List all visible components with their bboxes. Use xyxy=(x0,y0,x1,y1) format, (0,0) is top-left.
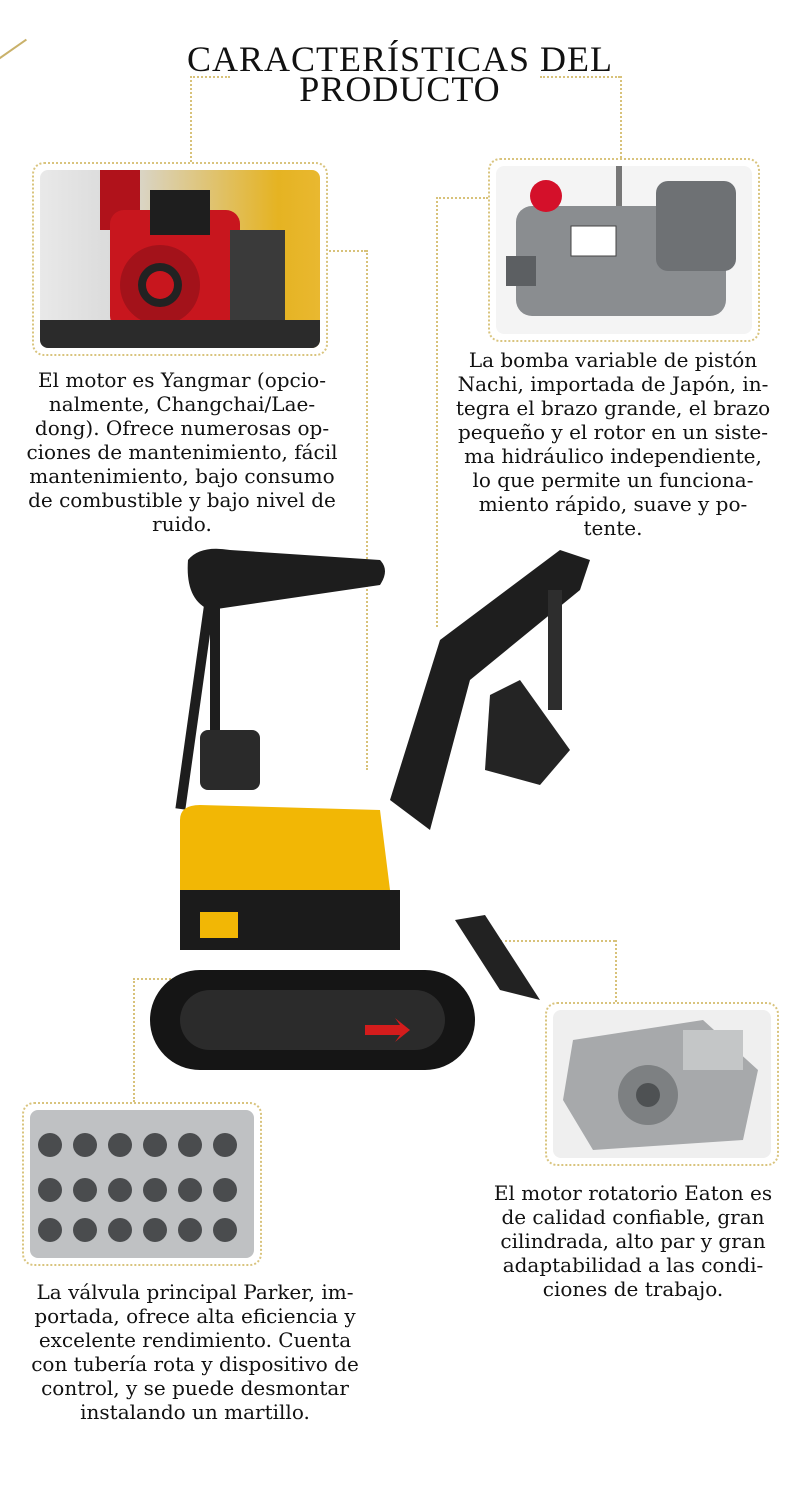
engine-caption: El motor es Yangmar (opcio-nalmente, Changchai/Lae-dong). Ofrece numerosas op-ciones de mantenimiento, fácil mantenimiento, bajo consumo de combustible y bajo nivel de ruido. xyxy=(26,368,338,536)
main-valve-photo xyxy=(30,1110,254,1258)
valve-caption: La válvula principal Parker, im-portada, ofrece alta eficiencia y excelente rendimiento. Cuenta con tubería rota y dispositivo de control, y se puede desmontar instalando un martillo. xyxy=(31,1280,359,1424)
connector-line xyxy=(322,250,366,252)
connector-line xyxy=(133,978,135,1102)
engine-photo xyxy=(40,170,320,348)
corner-decoration xyxy=(0,39,27,64)
connector-line xyxy=(620,76,622,158)
excavator-photo xyxy=(140,530,620,1075)
connector-line xyxy=(540,76,620,78)
excavator-illustration xyxy=(140,530,620,1075)
rotary-motor-caption: El motor rotatorio Eaton es de calidad confiable, gran cilindrada, alto par y gran adaptabilidad a las condi-ciones de trabajo. xyxy=(493,1181,773,1301)
engine-illustration xyxy=(40,170,320,348)
pump-caption: La bomba variable de pistón Nachi, importada de Japón, in-tegra el brazo grande, el brazo pequeño y el rotor en un siste-ma hidráulico independiente, lo que permite un funciona-miento rápido, suave y po-tente. xyxy=(455,348,771,540)
main-valve-illustration xyxy=(30,1110,254,1258)
page-title xyxy=(150,39,650,109)
rotary-motor-illustration xyxy=(553,1010,771,1158)
rotary-motor-photo xyxy=(553,1010,771,1158)
connector-line xyxy=(190,76,192,162)
hydraulic-pump-photo xyxy=(496,166,752,334)
pump-illustration xyxy=(496,166,752,334)
connector-line xyxy=(436,197,488,199)
title-line-1: CARACTERÍSTICAS DEL xyxy=(186,39,614,79)
main-valve-photo-frame xyxy=(22,1102,262,1266)
pump-photo-frame xyxy=(488,158,760,342)
engine-photo-frame xyxy=(32,162,328,356)
connector-line xyxy=(190,76,230,78)
rotary-motor-photo-frame xyxy=(545,1002,779,1166)
title-line-2: PRODUCTO xyxy=(299,69,501,109)
